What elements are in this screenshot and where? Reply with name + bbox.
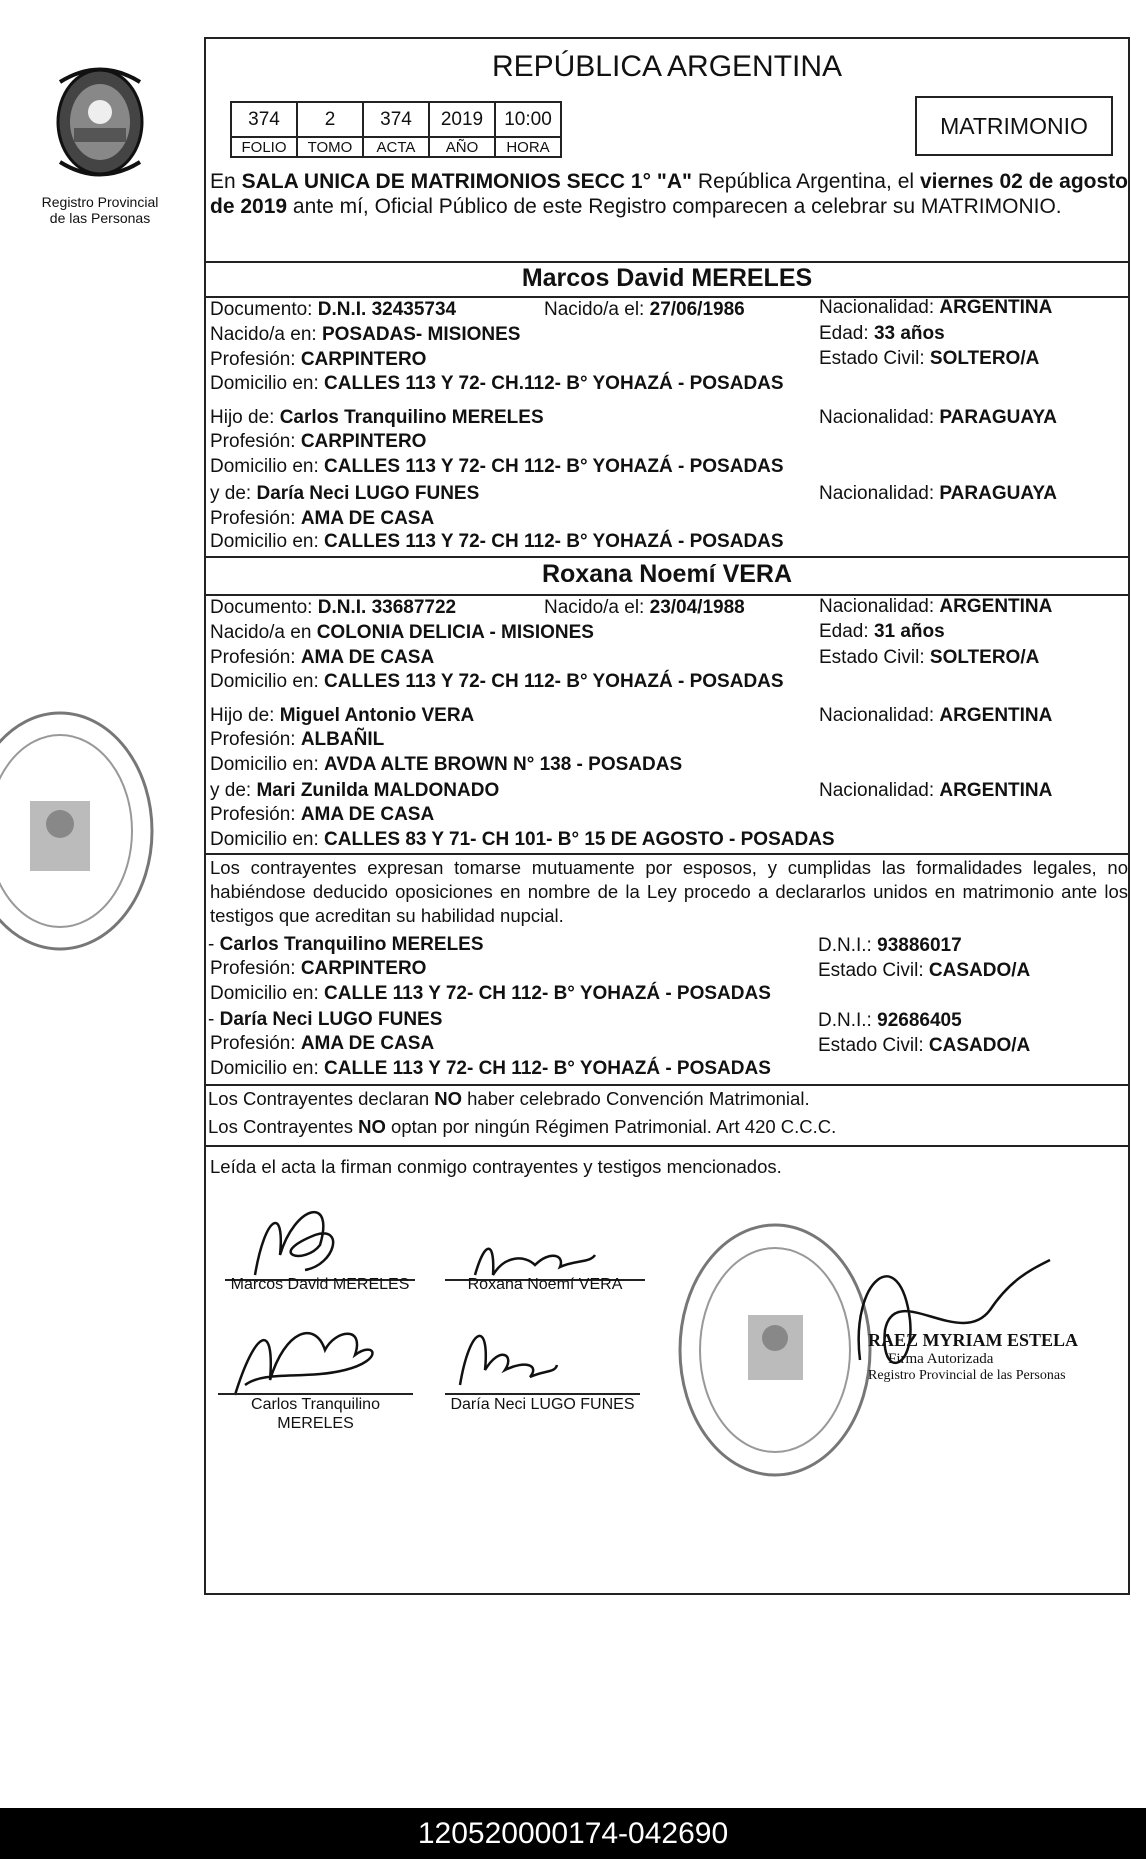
party1-father-nat: Nacionalidad: PARAGUAYA — [819, 407, 1057, 428]
party2-father: Hijo de: Miguel Antonio VERA — [210, 705, 475, 726]
party1-civil: Estado Civil: SOLTERO/A — [819, 348, 1040, 369]
party2-mother-prof: Profesión: AMA DE CASA — [210, 804, 435, 825]
regime-line-1: Los Contrayentes declaran NO haber celebrado Convención Matrimonial. — [208, 1088, 810, 1109]
party2-mother-nat: Nacionalidad: ARGENTINA — [819, 780, 1053, 801]
party2-father-dom: Domicilio en: AVDA ALTE BROWN N° 138 - POSADAS — [210, 754, 683, 775]
party1-name: Marcos David MERELES — [521, 264, 813, 292]
folio-value: 374 — [231, 102, 297, 137]
document-code: 120520000174-042690 — [0, 1808, 1146, 1859]
anio-label: AÑO — [429, 137, 495, 157]
folio-label: FOLIO — [231, 137, 297, 157]
party2-mother: y de: Mari Zunilda MALDONADO — [210, 780, 500, 801]
seal-icon — [0, 706, 180, 956]
witness1-name: - Carlos Tranquilino MERELES — [208, 934, 484, 955]
party1-prof: Profesión: CARPINTERO — [210, 349, 427, 370]
party1-nat: Nacionalidad: ARGENTINA — [819, 297, 1053, 318]
party1-father: Hijo de: Carlos Tranquilino MERELES — [210, 407, 544, 428]
party2-father-prof: Profesión: ALBAÑIL — [210, 729, 385, 750]
party2-born: Nacido/a el: 23/04/1988 — [544, 597, 745, 618]
official-stamp: RAEZ MYRIAM ESTELA Firma Autorizada Registro Provincial de las Personas — [868, 1330, 1079, 1383]
party1-mother-prof: Profesión: AMA DE CASA — [210, 508, 435, 529]
party2-civil: Estado Civil: SOLTERO/A — [819, 647, 1040, 668]
witness1-dni: D.N.I.: 93886017 — [818, 935, 962, 956]
witness1-prof: Profesión: CARPINTERO — [210, 958, 427, 979]
intro-paragraph: En SALA UNICA DE MATRIMONIOS SECC 1° "A" República Argentina, el viernes 02 de agosto de 2019 ante mí, Oficial Público de este Registro comparecen a celebrar su MATRIMONIO. — [210, 170, 1128, 218]
act-type-box: MATRIMONIO — [915, 96, 1113, 156]
declaration-paragraph: Los contrayentes expresan tomarse mutuamente por esposos, y cumplidas las formalidades legales, no habiéndose deducido oposiciones en nombre de la Ley procedo a declararlos unidos en matrimonio ante los testigos que acreditan su habilidad nupcial. — [210, 857, 1128, 926]
signature-1-label: Marcos David MERELES — [230, 1276, 410, 1293]
party1-age: Edad: 33 años — [819, 323, 945, 344]
party2-father-nat: Nacionalidad: ARGENTINA — [819, 705, 1053, 726]
party1-doc: Documento: D.N.I. 32435734 — [210, 299, 457, 320]
register-table — [230, 101, 562, 158]
side-seal — [0, 706, 180, 956]
party1-father-dom: Domicilio en: CALLES 113 Y 72- CH 112- B° YOHAZÁ - POSADAS — [210, 456, 784, 477]
province-logo — [30, 62, 170, 232]
party2-name: Roxana Noemí VERA — [541, 560, 793, 588]
acta-label: ACTA — [363, 137, 429, 157]
party1-father-prof: Profesión: CARPINTERO — [210, 431, 427, 452]
party1-mother: y de: Daría Neci LUGO FUNES — [210, 483, 480, 504]
witness1-dom: Domicilio en: CALLE 113 Y 72- CH 112- B° YOHAZÁ - POSADAS — [210, 983, 771, 1004]
party2-birthplace: Nacido/a en COLONIA DELICIA - MISIONES — [210, 622, 594, 643]
party1-dom: Domicilio en: CALLES 113 Y 72- CH.112- B° YOHAZÁ - POSADAS — [210, 373, 784, 394]
regime-line-2: Los Contrayentes NO optan por ningún Régimen Patrimonial. Art 420 C.C.C. — [208, 1116, 837, 1137]
party2-prof: Profesión: AMA DE CASA — [210, 647, 435, 668]
signature-2-label: Roxana Noemí VERA — [467, 1276, 623, 1293]
closing-text: Leída el acta la firman conmigo contrayentes y testigos mencionados. — [210, 1156, 782, 1177]
party1-mother-dom: Domicilio en: CALLES 113 Y 72- CH 112- B° YOHAZÁ - POSADAS — [210, 531, 784, 552]
tomo-label: TOMO — [297, 137, 363, 157]
signature-4-scribble — [445, 1315, 565, 1395]
hora-label: HORA — [495, 137, 561, 157]
acta-value: 374 — [363, 102, 429, 137]
party2-doc: Documento: D.N.I. 33687722 — [210, 597, 457, 618]
hora-value: 10:00 — [495, 102, 561, 137]
anio-value: 2019 — [429, 102, 495, 137]
witness2-prof: Profesión: AMA DE CASA — [210, 1033, 435, 1054]
register-labels — [231, 137, 561, 157]
witness1-civil: Estado Civil: CASADO/A — [818, 960, 1031, 981]
witness2-name: - Daría Neci LUGO FUNES — [208, 1009, 443, 1030]
signature-3-scribble — [225, 1310, 405, 1400]
party1-mother-nat: Nacionalidad: PARAGUAYA — [819, 483, 1057, 504]
party2-dom: Domicilio en: CALLES 113 Y 72- CH 112- B° YOHAZÁ - POSADAS — [210, 671, 784, 692]
party2-mother-dom: Domicilio en: CALLES 83 Y 71- CH 101- B° 15 DE AGOSTO - POSADAS — [210, 829, 835, 850]
register-values — [231, 102, 561, 137]
party2-nat: Nacionalidad: ARGENTINA — [819, 596, 1053, 617]
party1-birthplace: Nacido/a en: POSADAS- MISIONES — [210, 324, 521, 345]
party2-age: Edad: 31 años — [819, 621, 945, 642]
party1-born: Nacido/a el: 27/06/1986 — [544, 299, 745, 320]
witness2-dom: Domicilio en: CALLE 113 Y 72- CH 112- B° YOHAZÁ - POSADAS — [210, 1058, 771, 1079]
witness2-dni: D.N.I.: 92686405 — [818, 1010, 962, 1031]
signature-4-label: Daría Neci LUGO FUNES — [450, 1396, 635, 1413]
tomo-value: 2 — [297, 102, 363, 137]
signature-1-scribble — [225, 1195, 425, 1285]
signature-3-label: Carlos Tranquilino MERELES — [251, 1396, 380, 1432]
country-title: REPÚBLICA ARGENTINA — [491, 50, 843, 83]
witness2-civil: Estado Civil: CASADO/A — [818, 1035, 1031, 1056]
logo-caption: Registro Provincial de las Personas — [41, 194, 159, 226]
